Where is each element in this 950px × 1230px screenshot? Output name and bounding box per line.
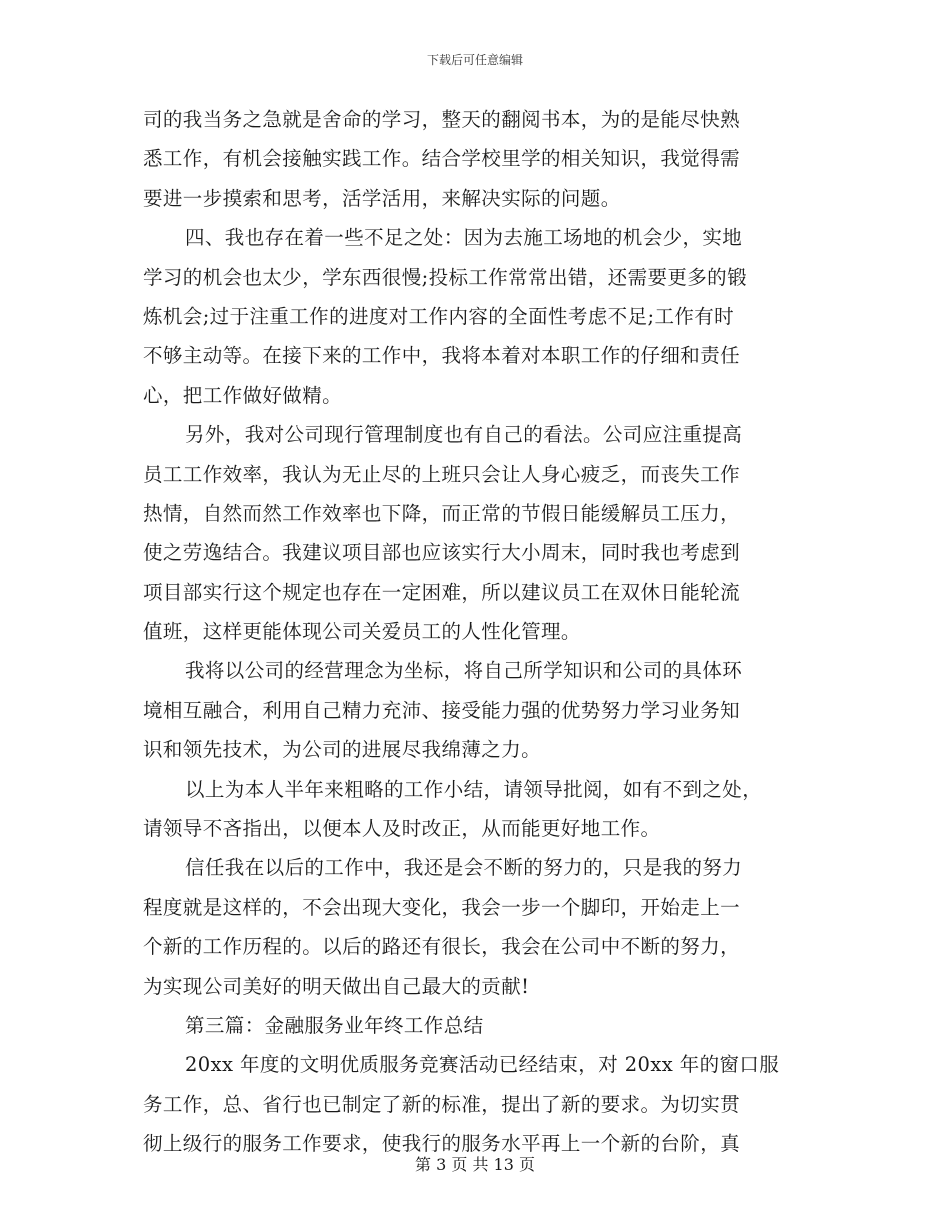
- text-line: 识和领先技术，为公司的进展尽我绵薄之力。: [143, 738, 542, 762]
- text-line: 四、我也存在着一些不足之处：因为去施工场地的机会少，实地: [185, 226, 743, 250]
- text-line: 悉工作，有机会接触实践工作。结合学校里学的相关知识，我觉得需: [143, 147, 741, 171]
- text-line: 司的我当务之急就是舍命的学习，整天的翻阅书本，为的是能尽快熟: [143, 108, 741, 131]
- text-line: 不够主动等。在接下来的工作中，我将本着对本职工作的仔细和责任: [143, 344, 741, 368]
- text-line: 热情，自然而然工作效率也下降，而正常的节假日能缓解员工压力，: [143, 501, 741, 525]
- text-line: 个新的工作历程的。以后的路还有很长，我会在公司中不断的努力，: [143, 935, 741, 959]
- text-line: 炼机会;过于注重工作的进度对工作内容的全面性考虑不足;工作有时: [143, 304, 735, 328]
- text-line: 为实现公司美好的明天做出自己最大的贡献!: [143, 974, 530, 998]
- text-line: 请领导不吝指出，以便本人及时改正，从而能更好地工作。: [143, 817, 661, 841]
- text-line: 另外，我对公司现行管理制度也有自己的看法。公司应注重提高: [185, 423, 743, 447]
- text-line: 我将以公司的经营理念为坐标，将自己所学知识和公司的具体环: [185, 659, 743, 683]
- text-line: 学习的机会也太少，学东西很慢;投标工作常常出错，还需要更多的锻: [143, 265, 747, 289]
- text-line: 以上为本人半年来粗略的工作小结，请领导批阅，如有不到之处，: [185, 777, 763, 801]
- page-header: 下载后可任意编辑: [426, 53, 523, 67]
- text-line: 心，把工作做好做精。: [143, 383, 343, 407]
- page-number-footer: 第 3 页 共 13 页: [415, 1155, 535, 1174]
- text-line: 20xx 年度的文明优质服务竞赛活动已经结束，对 20xx 年的窗口服: [185, 1053, 780, 1077]
- text-line: 境相互融合，利用自己精力充沛、接受能力强的优势努力学习业务知: [143, 698, 741, 722]
- text-line: 信任我在以后的工作中，我还是会不断的努力的，只是我的努力: [185, 856, 743, 880]
- text-line: 员工工作效率，我认为无止尽的上班只会让人身心疲乏，而丧失工作: [143, 462, 741, 486]
- text-line: 务工作，总、省行也已制定了新的标准，提出了新的要求。为切实贯: [143, 1092, 741, 1116]
- text-line: 项目部实行这个规定也存在一定困难，所以建议员工在双休日能轮流: [143, 580, 741, 604]
- document-body: [143, 100, 803, 1164]
- text-line: 程度就是这样的，不会出现大变化，我会一步一个脚印，开始走上一: [143, 895, 741, 919]
- text-line: 使之劳逸结合。我建议项目部也应该实行大小周末，同时我也考虑到: [143, 541, 741, 565]
- text-line: 值班，这样更能体现公司关爱员工的人性化管理。: [143, 620, 581, 644]
- text-line: 要进一步摸索和思考，活学活用，来解决实际的问题。: [143, 186, 621, 210]
- section-title: 第三篇：金融服务业年终工作总结: [185, 1013, 484, 1037]
- text-line: 彻上级行的服务工作要求，使我行的服务水平再上一个新的台阶，真: [143, 1132, 741, 1156]
